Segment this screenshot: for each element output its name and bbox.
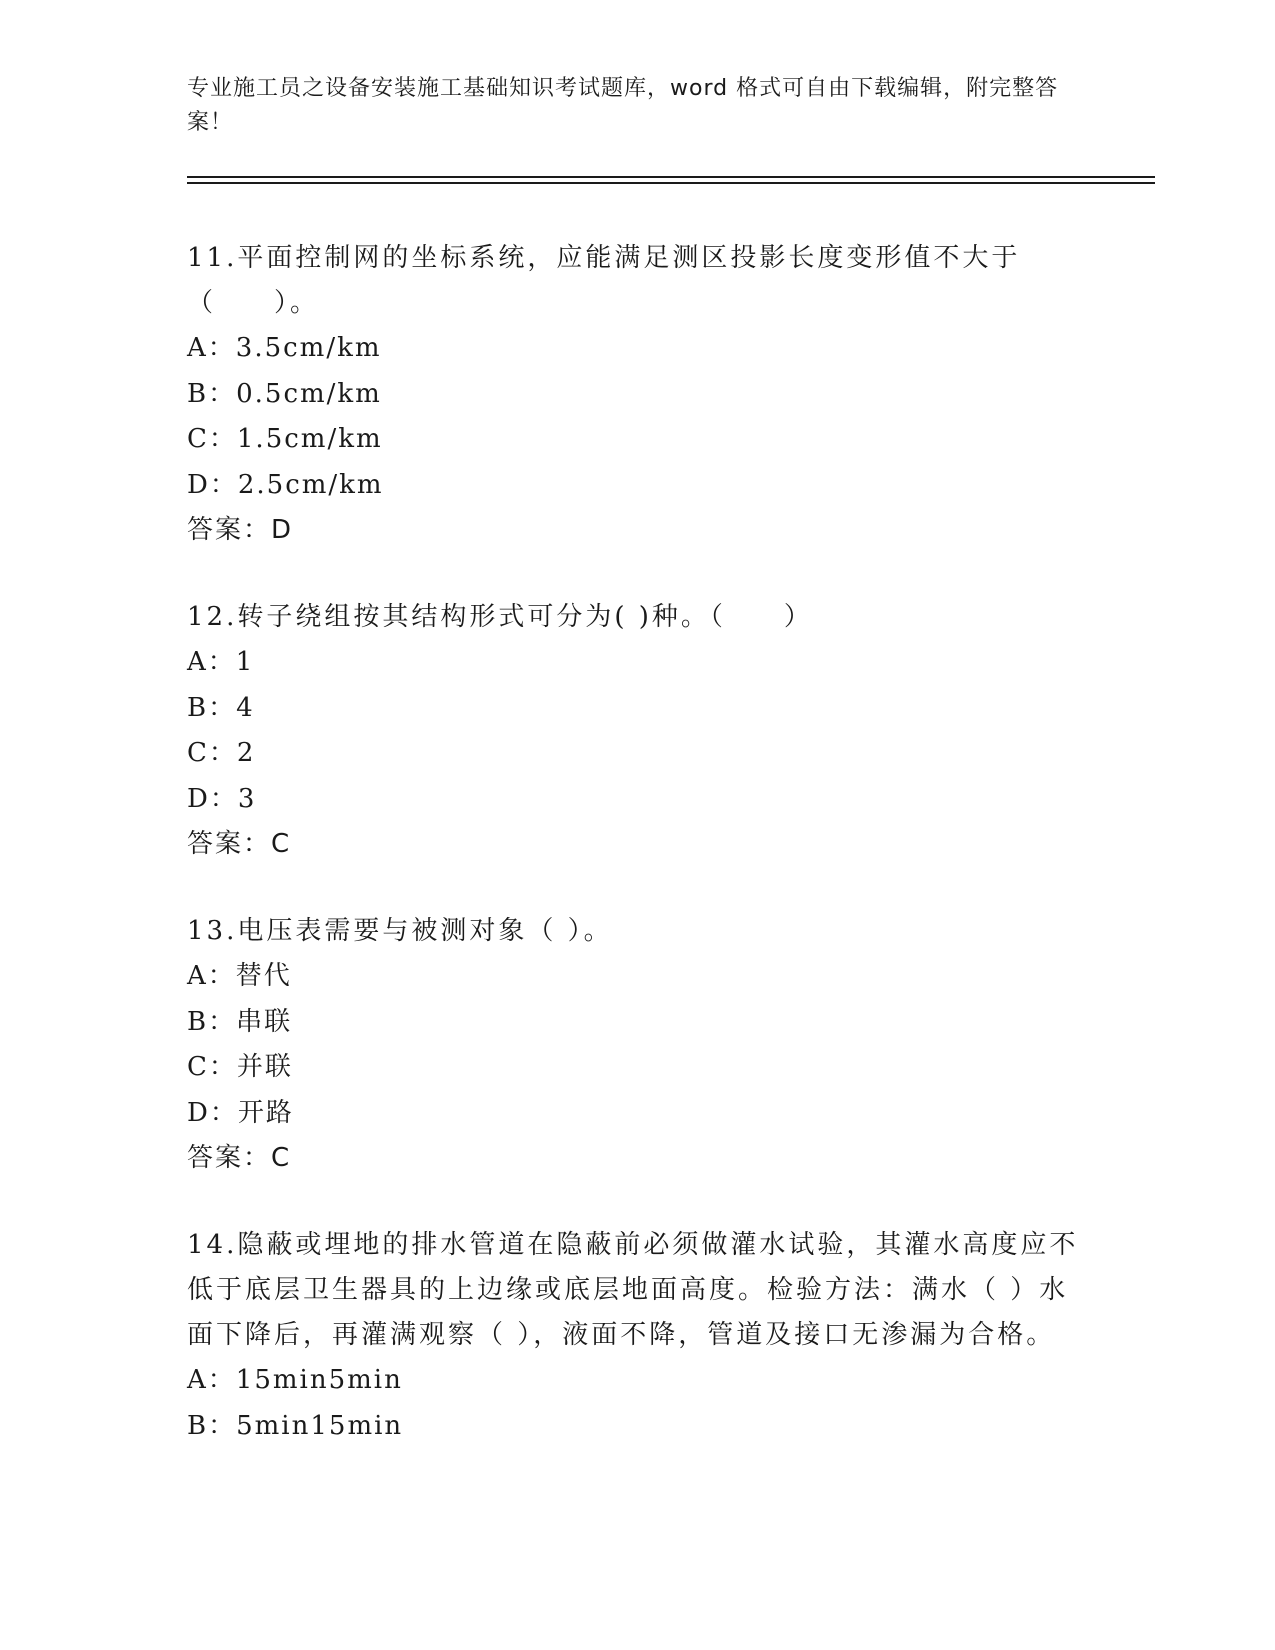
question-12 (187, 595, 1087, 867)
question-text: 14.隐蔽或埋地的排水管道在隐蔽前必须做灌水试验，其灌水高度应不低于底层卫生器具的上边缘或底层地面高度。检验方法：满水（ ）水面下降后，再灌满观察（ ），液面不降，管道及接口无渗漏为合格。 (187, 1230, 1079, 1350)
question-list (187, 236, 1087, 1491)
document-header: 专业施工员之设备安装施工基础知识考试题库，word 格式可自由下载编辑，附完整答案！ (187, 76, 1059, 135)
option-a: A：1 (187, 647, 255, 677)
option-c: C：1.5cm/km (187, 424, 383, 454)
option-b: B：5min15min (187, 1410, 404, 1441)
option-c: C：2 (187, 738, 256, 768)
option-b: B：串联 (187, 1006, 293, 1037)
option-b: B：0.5cm/km (187, 378, 382, 409)
option-c: C：并联 (187, 1052, 293, 1082)
question-11 (187, 236, 1087, 553)
question-text: 13.电压表需要与被测对象（ ）。 (187, 916, 613, 946)
answer-line: 答案：C (187, 1143, 292, 1173)
option-a: A：替代 (187, 961, 292, 991)
option-d: D：2.5cm/km (187, 469, 384, 500)
answer-line: 答案：C (187, 829, 292, 859)
option-b: B：4 (187, 692, 255, 723)
question-14 (187, 1223, 1087, 1449)
header-divider-bottom (187, 182, 1155, 184)
option-a: A：15min5min (187, 1365, 403, 1395)
option-d: D：开路 (187, 1097, 294, 1128)
question-text: 12.转子绕组按其结构形式可分为( )种。（ ） (187, 602, 813, 632)
option-d: D：3 (187, 783, 257, 814)
question-text: 11.平面控制网的坐标系统，应能满足测区投影长度变形值不大于（ ）。 (187, 243, 1021, 318)
header-divider-top (187, 176, 1155, 178)
question-13 (187, 909, 1087, 1181)
option-a: A：3.5cm/km (187, 333, 382, 363)
answer-line: 答案：D (187, 515, 294, 545)
